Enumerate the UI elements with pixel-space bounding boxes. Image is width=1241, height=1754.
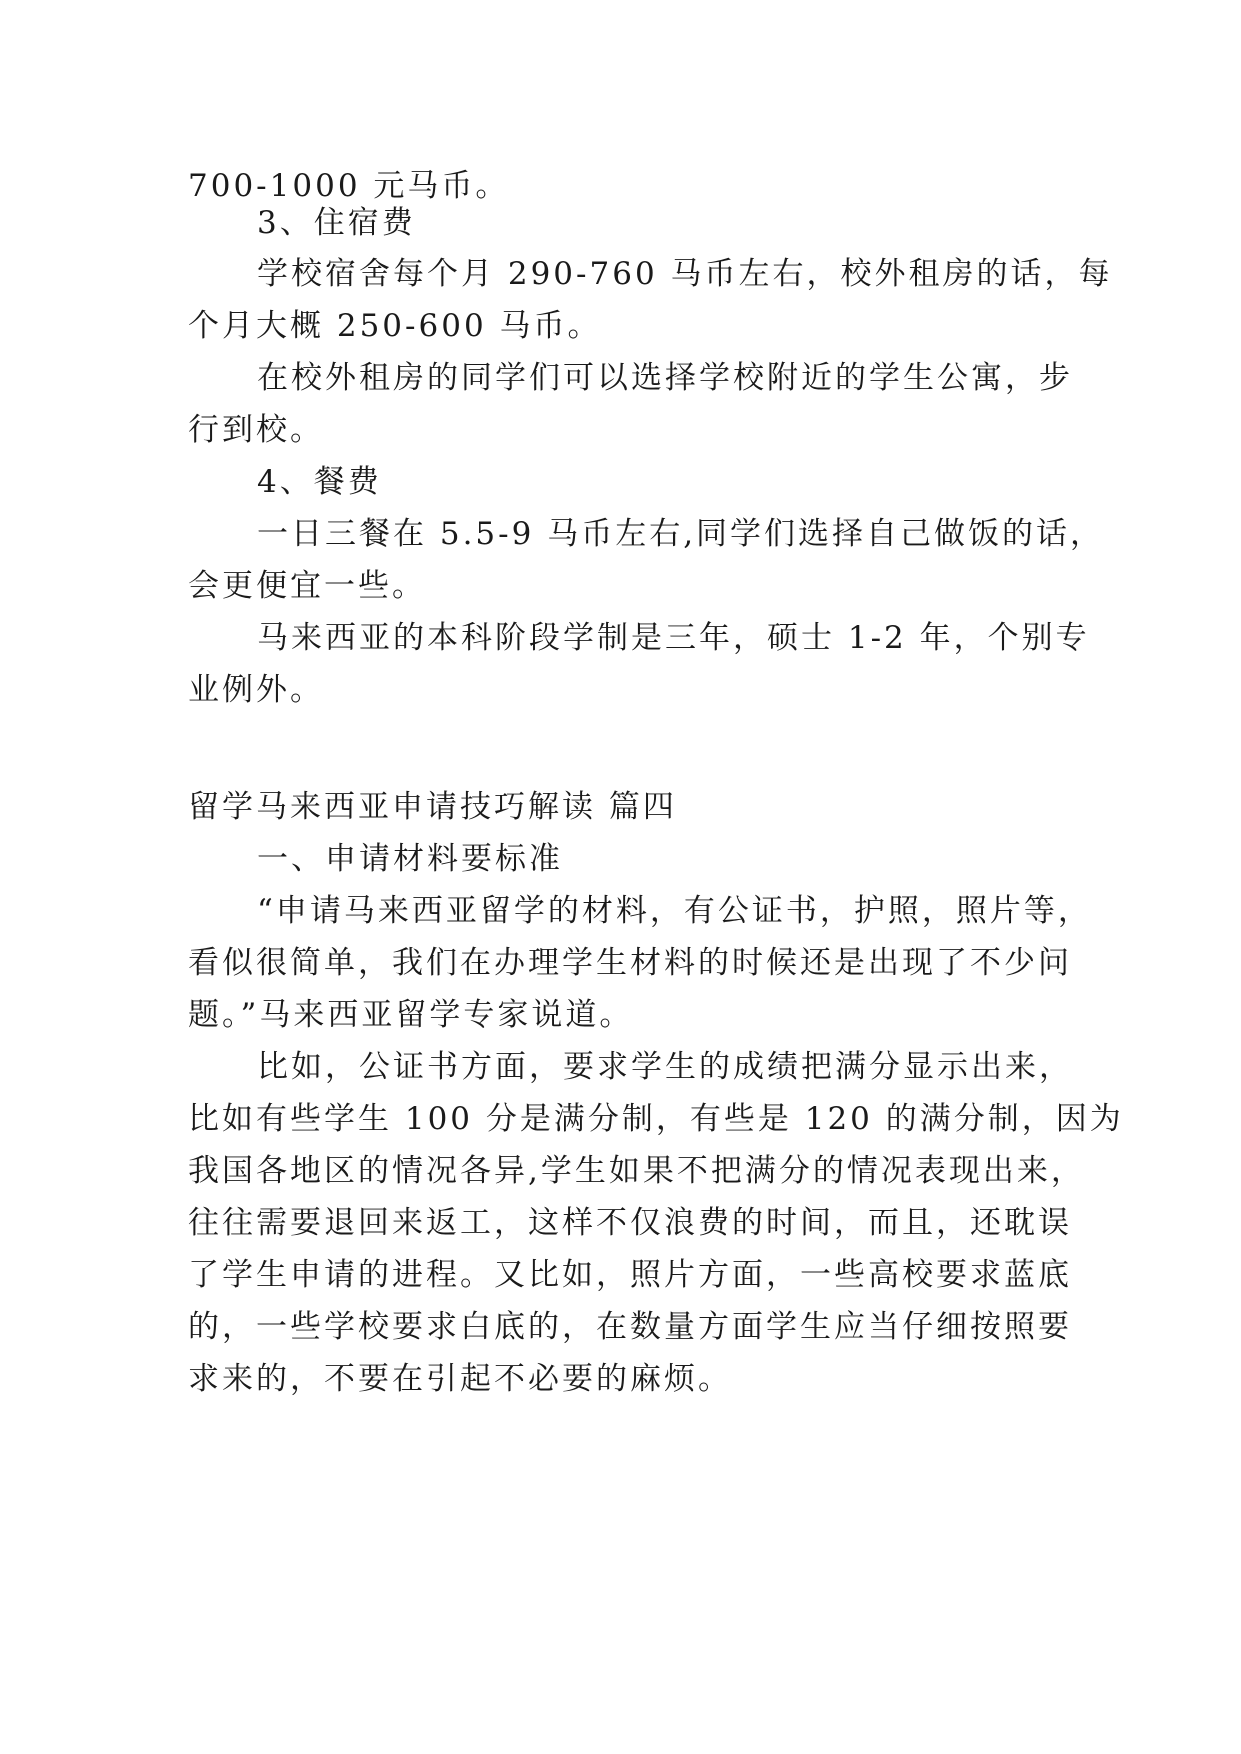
text-line: 看似很简单，我们在办理学生材料的时候还是出现了不少问 <box>188 945 1072 981</box>
text-line: “申请马来西亚留学的材料，有公证书，护照，照片等， <box>257 893 1092 929</box>
text-line: 的，一些学校要求白底的，在数量方面学生应当仔细按照要 <box>188 1309 1072 1345</box>
text-line: 一日三餐在 5.5-9 马币左右,同学们选择自己做饭的话， <box>257 516 1105 552</box>
text-line: 往往需要退回来返工，这样不仅浪费的时间，而且，还耽误 <box>188 1205 1072 1241</box>
text-line: 我国各地区的情况各异,学生如果不把满分的情况表现出来， <box>188 1153 1085 1189</box>
chapter-title: 留学马来西亚申请技巧解读 篇四 <box>188 789 677 825</box>
section-heading: 一、申请材料要标准 <box>257 841 563 877</box>
section-heading: 3、住宿费 <box>257 205 416 241</box>
text-line: 了学生申请的进程。又比如，照片方面，一些高校要求蓝底 <box>188 1257 1072 1293</box>
text-line: 个月大概 250-600 马币。 <box>188 308 602 344</box>
text-line: 在校外租房的同学们可以选择学校附近的学生公寓，步 <box>257 360 1073 396</box>
text-line: 学校宿舍每个月 290-760 马币左右，校外租房的话，每 <box>257 256 1113 292</box>
text-line: 业例外。 <box>188 672 324 708</box>
text-line: 比如有些学生 100 分是满分制，有些是 120 的满分制，因为 <box>188 1101 1124 1137</box>
text-line: 会更便宜一些。 <box>188 568 426 604</box>
text-line: 求来的，不要在引起不必要的麻烦。 <box>188 1361 732 1397</box>
section-heading: 4、餐费 <box>257 464 382 500</box>
text-line: 700-1000 元马币。 <box>188 168 510 204</box>
text-line: 比如，公证书方面，要求学生的成绩把满分显示出来， <box>257 1049 1073 1085</box>
text-line: 行到校。 <box>188 412 324 448</box>
text-line: 题。”马来西亚留学专家说道。 <box>188 997 634 1033</box>
text-line: 马来西亚的本科阶段学制是三年，硕士 1-2 年，个别专 <box>257 620 1090 656</box>
